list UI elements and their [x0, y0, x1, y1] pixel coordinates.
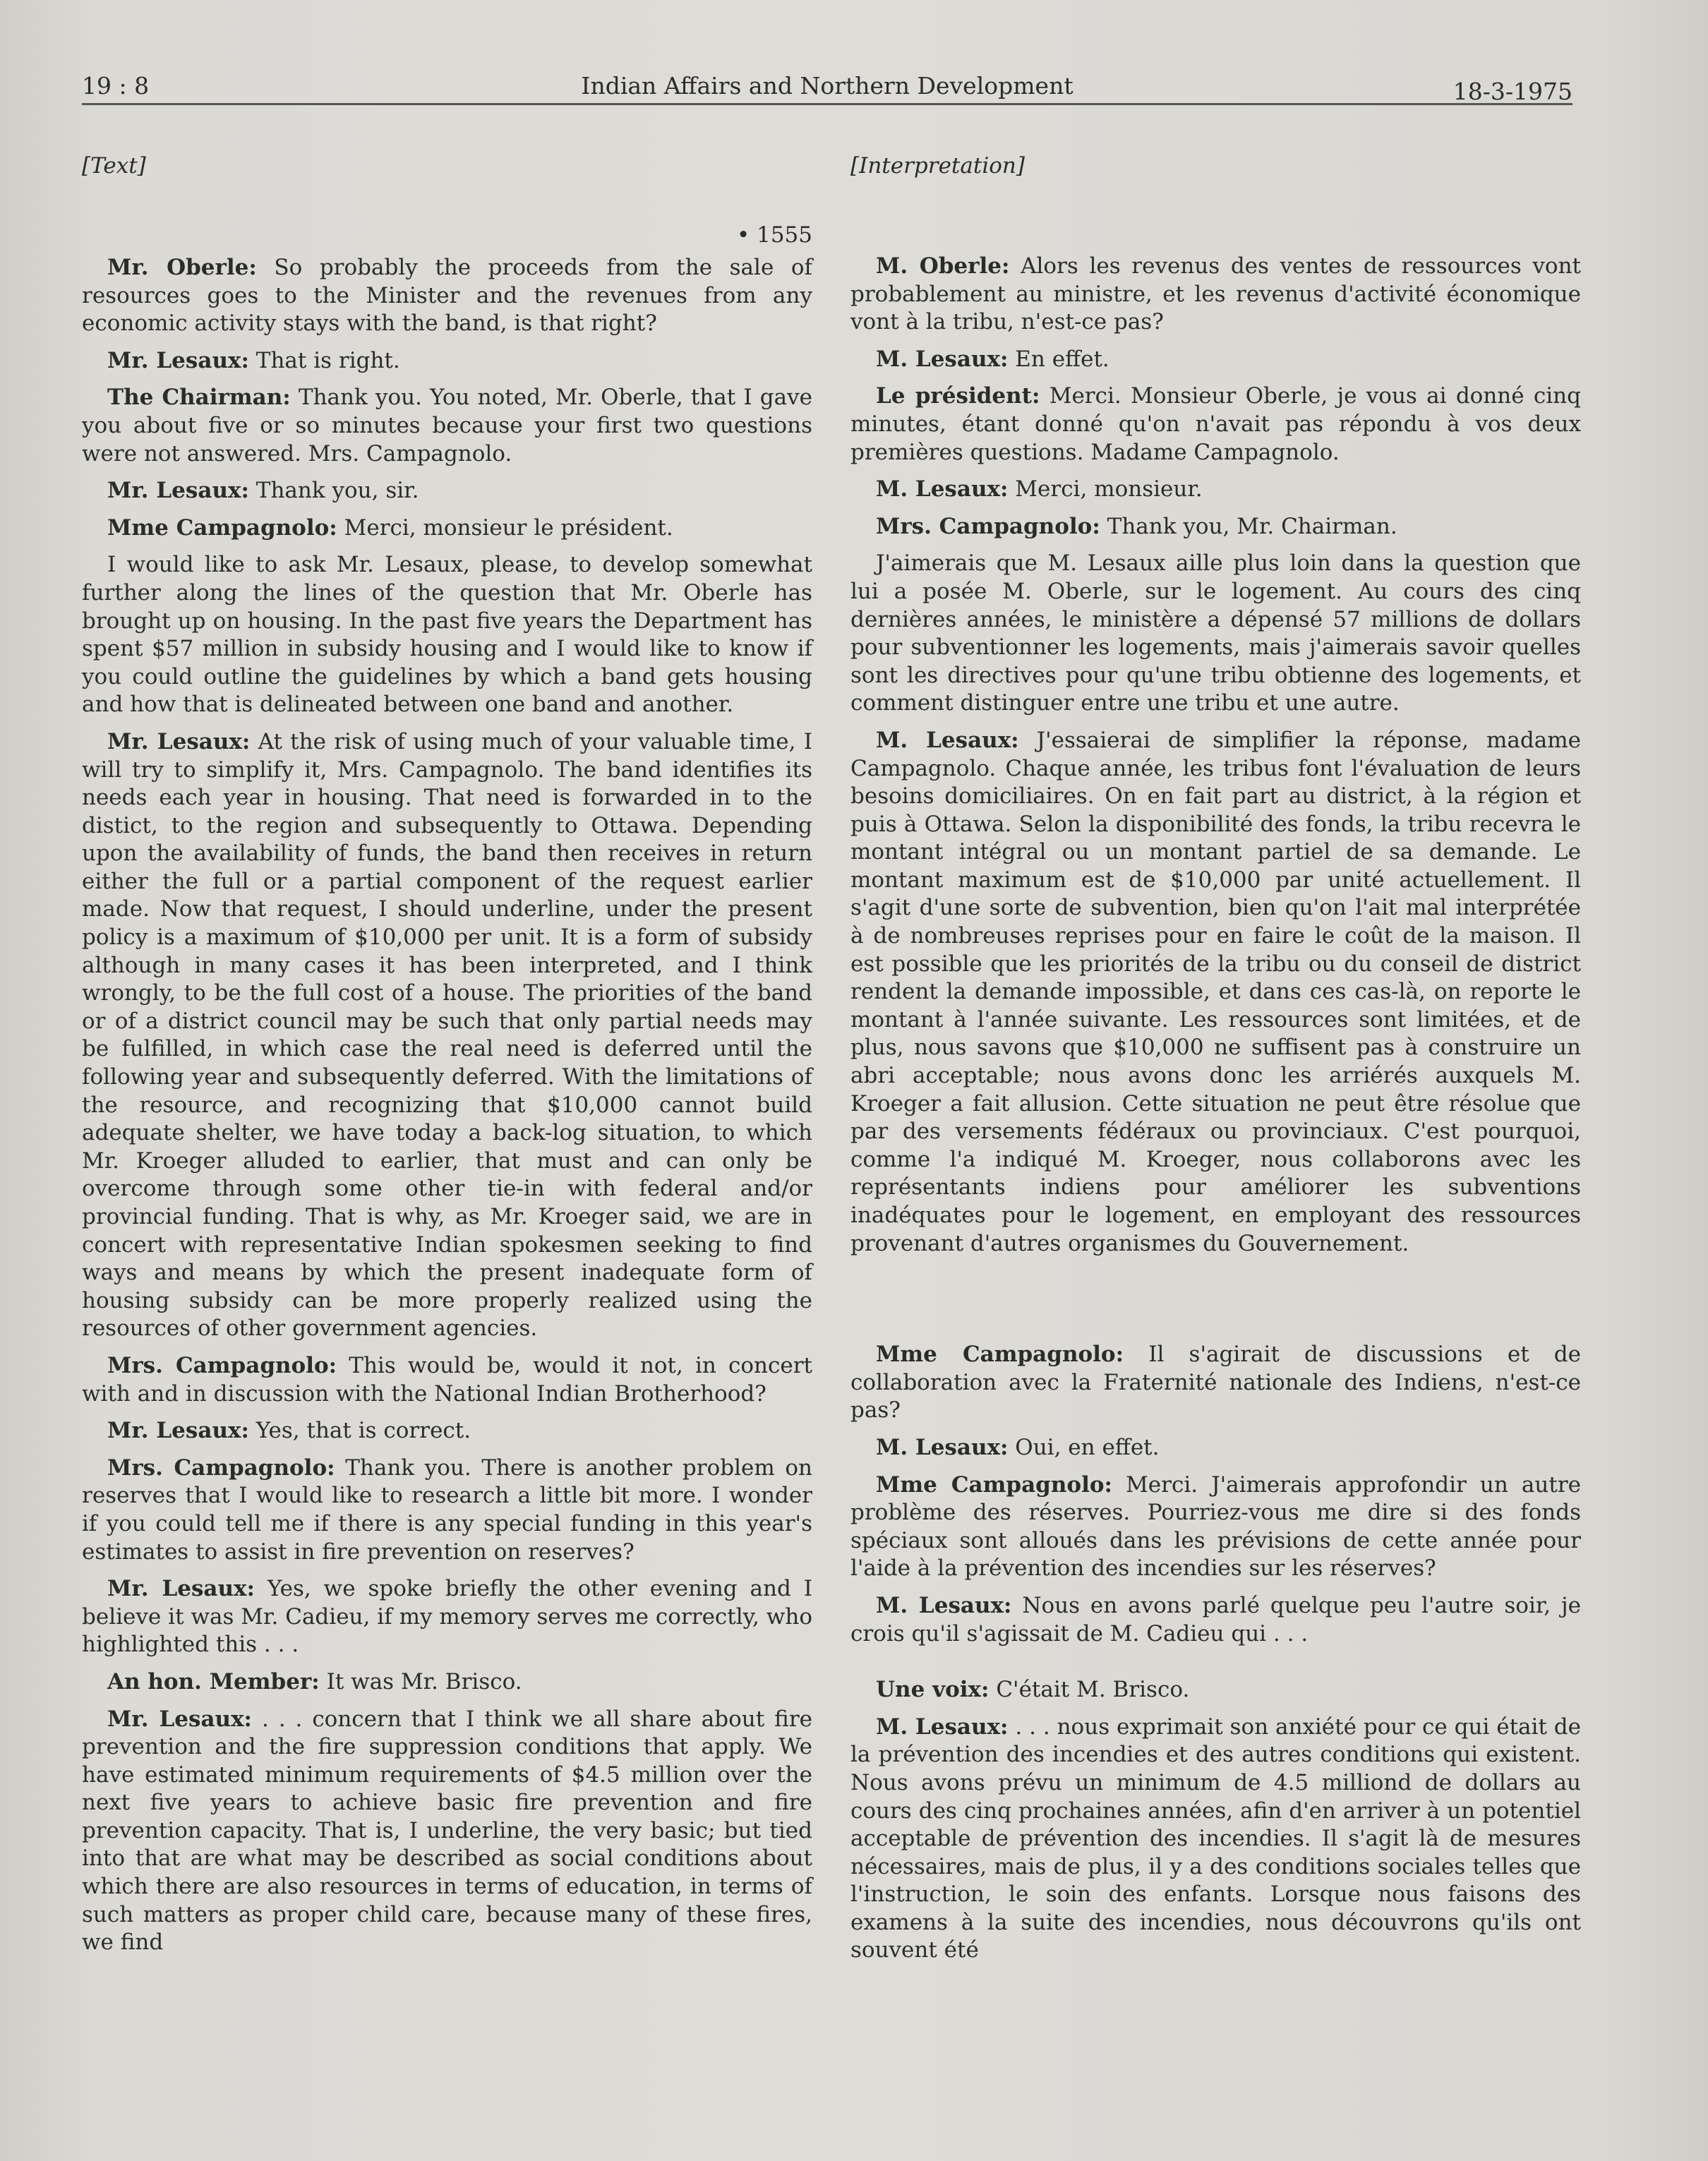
paragraph	[850, 727, 1581, 1258]
speech-text: At the risk of using much of your valuable time, I will try to simplify it, Mrs. Campagnolo. The band identifies its needs each year in housing. That need is forwarded in to the distict, to the region and subsequently to Ottawa. Depending upon the availability of funds, the band then receives in return either the full or a partial component of the request earlier made. Now that request, I should underline, under the present policy is a maximum of $10,000 per unit. It is a form of subsidy although in many cases it has been interpreted, and I think wrongly, to be the full cost of a house. The priorities of the band or of a district council may be such that only partial needs may be fulfilled, in which case the real need is deferred until the following year and subsequently deferred. With the limitations of the resource, and recognizing that $10,000 cannot build adequate shelter, we have today a back-log situation, to which Mr. Kroeger alluded to earlier, that must and can only be overcome through some other tie-in with federal and/or provincial funding. That is why, as Mr. Kroeger said, we are in concert with representative Indian spokesmen seeking to find ways and means by which the present inadequate form of housing subsidy can be more properly realized using the resources of other government agencies.	[82, 728, 812, 1342]
paragraph	[82, 1668, 812, 1697]
speech-text: I would like to ask Mr. Lesaux, please, to develop somewhat further along the lines of the question that Mr. Oberle has brought up on housing. In the past five years the Department has spent $57 million in subsidy housing and I would like to know if you could outline the guidelines by which a band gets housing and how that is delineated between one band and another.	[82, 552, 812, 718]
speaker-name: Mme Campagnolo:	[876, 1342, 1124, 1368]
paragraph	[82, 728, 812, 1343]
publication-title: Indian Affairs and Northern Development	[581, 72, 1073, 100]
running-header	[82, 69, 1572, 105]
paragraph	[850, 383, 1581, 466]
speech-text: Yes, that is correct.	[248, 1418, 471, 1444]
paragraph	[82, 1575, 812, 1659]
paragraph	[850, 1714, 1581, 1965]
speaker-name: Mr. Lesaux:	[107, 1576, 255, 1602]
paragraph	[82, 254, 812, 338]
speaker-name: Une voix:	[876, 1677, 990, 1703]
paragraph	[850, 1434, 1581, 1462]
column-label: [Text]	[82, 153, 146, 179]
speaker-name: M. Lesaux:	[876, 1434, 1009, 1460]
speech-text: Thank you. You noted, Mr. Oberle, that I gave you about five or so minutes because your first two questions were not answered. Mrs. Campagnolo.	[82, 385, 812, 466]
speaker-name: M. Lesaux:	[876, 476, 1009, 502]
paragraph	[850, 1592, 1581, 1648]
speaker-name: Mr. Lesaux:	[107, 478, 249, 504]
speaker-name: Mrs. Campagnolo:	[107, 1455, 335, 1481]
speaker-name: Mr. Lesaux:	[107, 347, 249, 373]
speaker-name: Mme Campagnolo:	[876, 1471, 1112, 1498]
speaker-name: Mr. Lesaux:	[107, 1706, 252, 1732]
speech-text: Thank you, Mr. Chairman.	[1100, 513, 1397, 539]
speech-text: Nous en avons parlé quelque peu l'autre soir, je crois qu'il s'agissait de M. Cadieu qui . . .	[850, 1592, 1581, 1647]
timestamp-marker: • 1555	[736, 222, 812, 248]
speech-text: C'était M. Brisco.	[989, 1677, 1190, 1703]
paragraph	[82, 1706, 812, 1957]
speech-text: Merci. J'aimerais approfondir un autre problème des réserves. Pourriez-vous me dire si des fonds spéciaux sont alloués dans les prévisions de cette année pour l'aide à la prévention des incendies sur les réserves?	[850, 1471, 1581, 1582]
speech-text: Thank you. There is another problem on reserves that I would like to research a little bit more. I wonder if you could tell me if there is any special funding in this year's estimates to assist in fire prevention on reserves?	[82, 1455, 812, 1565]
paragraph	[82, 477, 812, 505]
speaker-name: An hon. Member:	[107, 1668, 320, 1695]
english-column	[82, 152, 812, 1966]
speech-text: En effet.	[1008, 346, 1109, 372]
speaker-name: M. Lesaux:	[876, 1714, 1009, 1740]
paragraph	[82, 1455, 812, 1566]
speech-text: Thank you, sir.	[248, 478, 419, 504]
speech-text: J'aimerais que M. Lesaux aille plus loin dans la question que lui a posée M. Oberle, sur le logement. Au cours des cinq dernières années, le ministère a dépensé 57 millions de dollars pour subventionner les logements, mais j'aimerais savoir quelles sont les directives pour qu'une tribu obtienne des logements, et comment distinguer entre une tribu et une autre.	[850, 550, 1581, 716]
paragraph	[82, 1417, 812, 1445]
speech-text: Merci, monsieur.	[1008, 476, 1203, 502]
speech-text: So probably the proceeds from the sale of resources goes to the Minister and the revenues from any economic activity stays with the band, is that right?	[82, 255, 812, 337]
sitting-date: 18-3-1975	[1453, 78, 1572, 105]
speech-text: Il s'agirait de discussions et de collaboration avec la Fraternité nationale des Indiens, n'est-ce pas?	[850, 1342, 1581, 1423]
speaker-name: Mrs. Campagnolo:	[876, 513, 1100, 539]
speech-text: . . . concern that I think we all share about fire prevention and the fire suppression conditions that apply. We have estimated minimum requirements of $4.5 million over the next five years to achieve basic fire prevention and fire prevention capacity. That is, I underline, the very basic; but tied into that are what may be described as social conditions about which there are also resources in terms of education, in terms of such matters as proper child care, because many of these fires, we find	[82, 1706, 812, 1956]
speaker-name: M. Oberle:	[876, 253, 1010, 279]
paragraph	[82, 514, 812, 543]
paragraph	[850, 550, 1581, 718]
paragraph	[850, 1676, 1581, 1704]
speaker-name: M. Lesaux:	[876, 1592, 1012, 1618]
speech-text: Oui, en effet.	[1008, 1434, 1160, 1460]
speaker-name: Mr. Lesaux:	[107, 1418, 249, 1444]
speaker-name: M. Lesaux:	[876, 727, 1019, 753]
speech-text: Merci, monsieur le président.	[337, 514, 673, 541]
french-column	[850, 152, 1581, 1974]
paragraph	[82, 384, 812, 468]
speaker-name: Le président:	[876, 383, 1040, 409]
speaker-name: Mme Campagnolo:	[107, 514, 337, 541]
speech-text: It was Mr. Brisco.	[319, 1668, 522, 1695]
paragraph	[82, 347, 812, 375]
paragraph	[850, 1471, 1581, 1583]
speaker-name: The Chairman:	[107, 385, 291, 411]
speech-text: That is right.	[248, 347, 400, 373]
speech-text: Merci. Monsieur Oberle, je vous ai donné cinq minutes, étant donné qu'on n'avait pas répondu à vos deux premières questions. Madame Campagnolo.	[850, 383, 1581, 465]
speech-text: . . . nous exprimait son anxiété pour ce qui était de la prévention des incendies et des autres conditions qui existent. Nous avons prévu un minimum de 4.5 milliond de dollars au cours des cinq prochaines années, afin d'en arriver à un potentiel acceptable de prévention des incendies. Il s'agit là de mesures nécessaires, mais de plus, il y a des conditions sociales telles que l'instruction, le soin des enfants. Lorsque nous faisons des examens à la suite des incendies, nous découvrons qu'ils ont souvent été	[850, 1714, 1581, 1963]
paragraph	[850, 1341, 1581, 1425]
page-number: 19 : 8	[82, 72, 150, 100]
speech-text: This would be, would it not, in concert with and in discussion with the National Indian Brotherhood?	[82, 1352, 813, 1407]
speech-text: Alors les revenus des ventes de ressources vont probablement au ministre, et les revenus d'activité économique vont à la tribu, n'est-ce pas?	[850, 253, 1582, 335]
speaker-name: Mr. Lesaux:	[107, 728, 251, 754]
paragraph	[850, 476, 1581, 504]
paragraph	[850, 346, 1581, 374]
speaker-name: Mr. Oberle:	[107, 255, 257, 280]
column-label: [Interpretation]	[850, 153, 1025, 179]
speaker-name: Mrs. Campagnolo:	[107, 1352, 337, 1378]
speech-text: Yes, we spoke briefly the other evening and I believe it was Mr. Cadieu, if my memory serves me correctly, who highlighted this . . .	[82, 1576, 812, 1658]
paragraph	[850, 253, 1581, 337]
paragraph	[82, 551, 812, 719]
paragraph	[82, 1352, 812, 1408]
speech-text: J'essaierai de simplifier la réponse, madame Campagnolo. Chaque année, les tribus font l'évaluation de leurs besoins domiciliaires. On en fait part au district, à la région et puis à Ottawa. Selon la disponibilité des fonds, la tribu recevra le montant intégral ou un montant partiel de sa demande. Le montant maximum est de $10,000 par unité actuellement. Il s'agit d'une sorte de subvention, bien qu'on l'ait mal interprétée à de nombreuses reprises pour en faire le coût de la maison. Il est possible que les priorités de la tribu ou du conseil de district rendent la demande impossible, et dans ces cas-là, on reporte le montant à l'année suivante. Les ressources sont limitées, et de plus, nous savons que $10,000 ne suffisent pas à construire un abri acceptable; nous avons donc les arriérés auxquels M. Kroeger a fait allusion. Cette situation ne peut être résolue que par des versements fédéraux ou provinciaux. C'est pourquoi, comme l'a indiqué M. Kroeger, nous collaborons avec les représentants indiens pour améliorer les subventions inadéquates pour le logement, en employant des ressources provenant d'autres organismes du Gouvernement.	[850, 727, 1581, 1256]
speaker-name: M. Lesaux:	[876, 346, 1009, 372]
paragraph	[850, 513, 1581, 541]
